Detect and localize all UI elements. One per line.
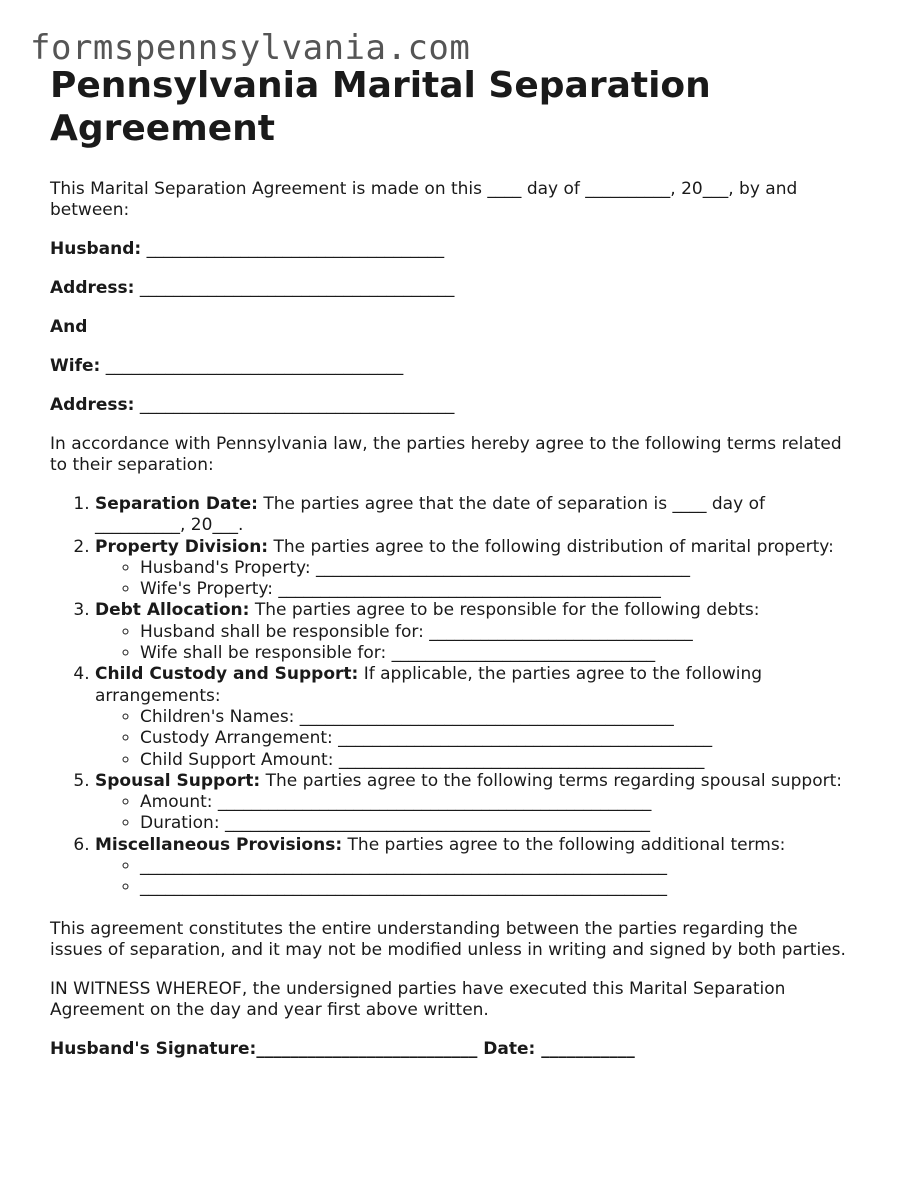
wife-property-blank[interactable]: ◦ Wife's Property: _____________________________________________	[140, 579, 850, 600]
section-heading: Separation Date:	[95, 494, 258, 514]
witness-paragraph: IN WITNESS WHEREOF, the undersigned parties have executed this Marital Separation Agreement on the day and year first above written.	[50, 978, 786, 1020]
and-line	[50, 317, 850, 338]
intro-paragraph: This Marital Separation Agreement is made on this ____ day of __________, 20___, by and between:	[50, 179, 798, 220]
section-separation-date	[95, 494, 850, 537]
document-page	[50, 64, 850, 1060]
wife-address-blank[interactable]: _____________________________________	[139, 395, 455, 415]
husband-signature-blank[interactable]: __________________________	[256, 1038, 478, 1059]
husband-address-blank[interactable]: _____________________________________	[139, 278, 455, 298]
husband-blank[interactable]: ___________________________________	[146, 239, 445, 259]
misc-term-blank[interactable]: ◦ ______________________________________________________________	[140, 856, 850, 877]
section-text: The parties agree to the following distribution of marital property:	[273, 536, 834, 557]
section-child-custody	[95, 664, 850, 770]
section-text: The parties agree to the following additional terms:	[347, 834, 786, 855]
section-text: If applicable, the parties agree to the following arrangements:	[95, 664, 763, 706]
section-heading: Property Division:	[95, 536, 269, 557]
document-title: Pennsylvania Marital Separation Agreement	[50, 65, 711, 149]
and-label: And	[50, 317, 88, 337]
wife-label: Wife:	[50, 356, 101, 376]
wife-blank[interactable]: ___________________________________	[105, 356, 404, 376]
section-text: The parties agree to the following terms regarding spousal support:	[265, 770, 842, 791]
entire-agreement-paragraph: This agreement constitutes the entire understanding between the parties regarding the issues of separation, and it may not be modified unless in writing and signed by both parties.	[50, 918, 846, 960]
husband-debts-blank[interactable]: ◦ Husband shall be responsible for: _______________________________	[140, 622, 850, 643]
subitem-list	[95, 792, 850, 835]
spousal-amount-blank[interactable]: ◦ Amount: ___________________________________________________	[140, 792, 850, 813]
subitem-list	[95, 622, 850, 665]
custody-arrangement-blank[interactable]: ◦ Custody Arrangement: ____________________________________________	[140, 728, 850, 749]
spousal-duration-blank[interactable]: ◦ Duration: __________________________________________________	[140, 813, 850, 834]
misc-term-blank[interactable]: ◦ ______________________________________________________________	[140, 877, 850, 898]
section-property-division	[95, 537, 850, 601]
husband-signature-label: Husband's Signature:	[50, 1038, 257, 1059]
child-support-amount-blank[interactable]: ◦ Child Support Amount: ___________________________________________	[140, 750, 850, 771]
section-heading: Miscellaneous Provisions:	[95, 834, 343, 855]
children-names-blank[interactable]: ◦ Children's Names: ____________________________________________	[140, 707, 850, 728]
subitem-list	[95, 856, 850, 899]
section-text: The parties agree to be responsible for the following debts:	[254, 600, 760, 621]
husband-address-label: Address:	[50, 278, 135, 298]
subitem-list	[95, 707, 850, 771]
section-miscellaneous	[95, 835, 850, 899]
husband-property-blank[interactable]: ◦ Husband's Property: ____________________________________________	[140, 558, 850, 579]
section-debt-allocation	[95, 600, 850, 664]
husband-address-field	[50, 278, 850, 299]
section-text: The parties agree that the date of separation is ____ day of __________, 20___.	[95, 494, 765, 536]
date-label: Date:	[483, 1038, 536, 1059]
husband-label: Husband:	[50, 239, 142, 259]
preamble-paragraph: In accordance with Pennsylvania law, the parties hereby agree to the following terms related to their separation:	[50, 434, 842, 475]
wife-field	[50, 356, 850, 377]
wife-address-field	[50, 395, 850, 416]
date-blank[interactable]: ___________	[541, 1038, 635, 1059]
section-heading: Child Custody and Support:	[95, 664, 359, 685]
terms-list	[50, 494, 850, 899]
subitem-list	[95, 558, 850, 601]
wife-address-label: Address:	[50, 395, 135, 415]
signature-line	[50, 1039, 850, 1060]
section-heading: Debt Allocation:	[95, 600, 250, 621]
section-heading: Spousal Support:	[95, 770, 261, 791]
husband-field	[50, 239, 850, 260]
watermark-logo: formspennsylvania.com	[30, 28, 471, 68]
wife-debts-blank[interactable]: ◦ Wife shall be responsible for: _______________________________	[140, 643, 850, 664]
section-spousal-support	[95, 771, 850, 835]
